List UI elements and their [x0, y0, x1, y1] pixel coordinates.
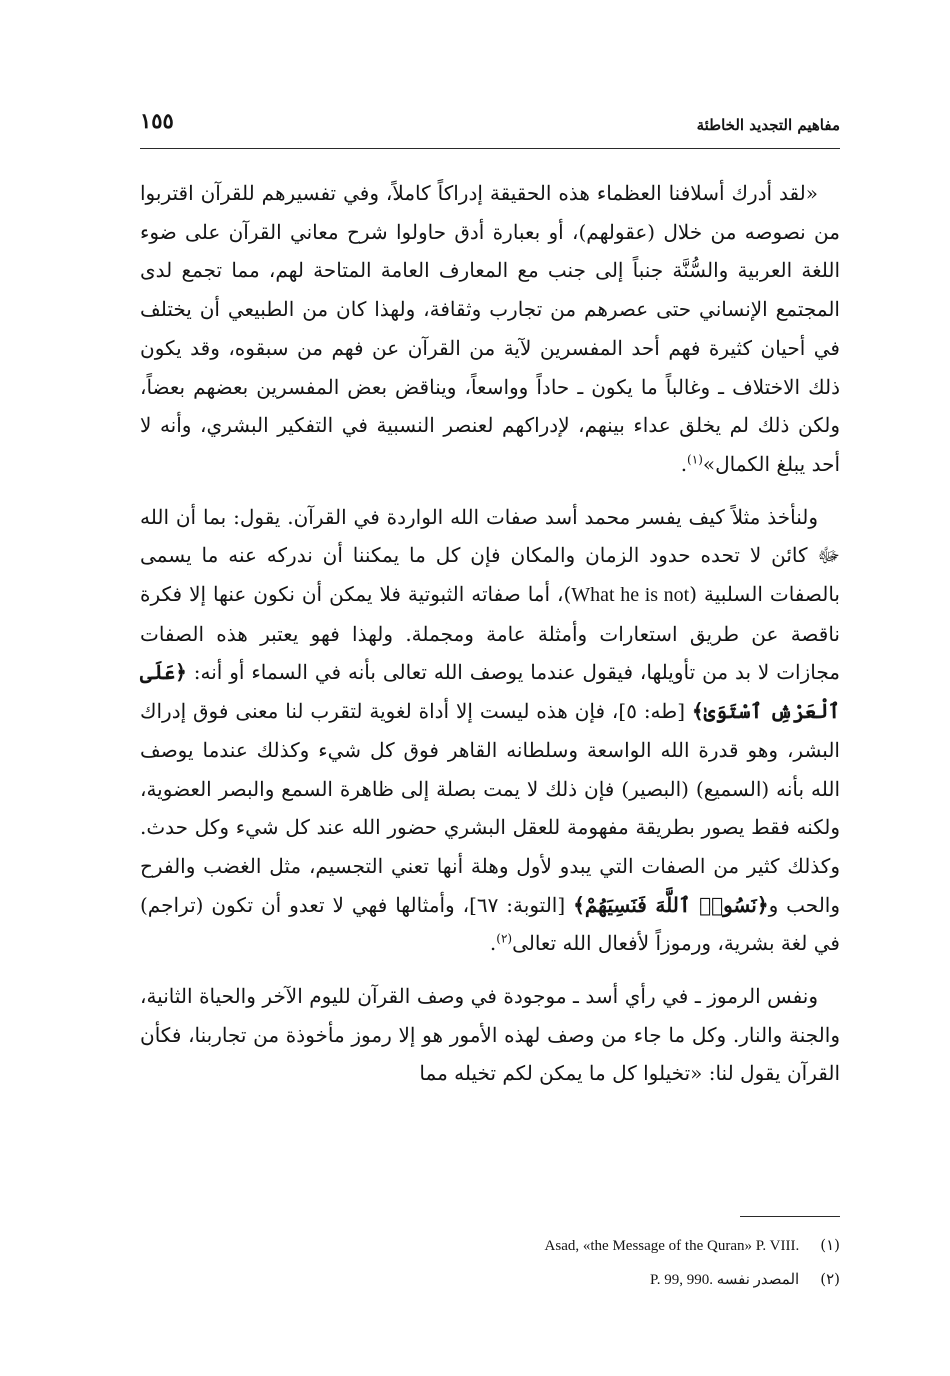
footnote-item — [140, 1264, 840, 1298]
footnote-number: (١) — [820, 1236, 840, 1254]
latin-phrase: What he is not — [571, 584, 690, 607]
quran-verse: ﴿عَلَى ٱلْعَرْشِ ٱسْتَوَىٰ﴾ — [140, 660, 840, 724]
footnote-rule — [740, 1216, 840, 1217]
footnote-number: (٢) — [820, 1270, 840, 1288]
quran-verse: ﴿نَسُوا۟ ٱللَّهَ فَنَسِيَهُمْ﴾ — [573, 892, 769, 917]
page-number: ١٥٥ — [140, 108, 174, 133]
paragraph-attributes — [140, 498, 840, 963]
page-header — [140, 106, 840, 146]
header-rule — [140, 148, 840, 149]
body-text — [140, 174, 840, 1093]
text-segment: ونفس الرموز ـ في رأي أسد ـ موجودة في وصف القرآن لليوم الآخر والحياة الثانية، والجنة والنار. وكل ما جاء من وصف لهذه الأمور هو إلا رموز مأخوذة من تجاربنا، فكأن القرآن يقول لنا: «تخيلوا كل ما يمكن لكم تخيله مما — [140, 984, 840, 1086]
text-segment: [طه: ٥]، فإن هذه ليست إلا أداة لغوية لتقرب لنا معنى فوق إدراك البشر، وهو قدرة الله الواسعة وسلطانه القاهر فوق كل شيء وكذلك عندما يوصف الله بأنه (السميع) (البصير) فإن ذلك لا يمت بصلة إلى ظاهرة السمع والبصر العضوية، ولكنه فقط يصور بطريقة مفهومة للعقل البشري حضور الله عند كل شيء وكل حدث. وكذلك كثير من الصفات التي يبدو لأول وهلة أنها تعني التجسيم، مثل الغضب والفرح والحب و — [140, 699, 841, 917]
running-title: مفاهيم التجديد الخاطئة — [696, 116, 840, 134]
paragraph-end: . — [489, 931, 497, 956]
paragraph-symbols — [140, 977, 840, 1093]
footnote-ref-1: (١) — [687, 452, 703, 467]
quote-text: «لقد أدرك أسلافنا العظماء هذه الحقيقة إدراكاً كاملاً، وفي تفسيرهم للقرآن اقتربوا من نصوصه من خلال (عقولهم)، أو بعبارة أدق حاولوا شرح معاني القرآن على ضوء اللغة العربية والسُّنَّة جنباً إلى جنب مع المعارف العامة المتاحة لهم، مما تجمع لدى المجتمع الإنساني حتى عصرهم من تجارب وثقافة، ولهذا كان من الطبيعي أن يختلف في أحيان كثيرة فهم أحد المفسرين لآية من القرآن عن فهم من سبقوه، وقد يكون ذلك الاختلاف ـ وغالباً ما يكون ـ حاداً وواسعاً، ويناقض بعض المفسرين بعضهم بعضاً، ولكن ذلك لم يخلق عداء بينهم، لإدراكهم لعنصر النسبية في التفكير البشري، وأنه لا أحد يبلغ الكمال» — [140, 181, 840, 476]
paragraph-asad-quote — [140, 174, 840, 484]
footnote-ref-2: (٢) — [496, 931, 513, 946]
footnote-text: Asad, «the Message of the Quran» P. VIII. — [544, 1238, 800, 1254]
text-segment: )، أما صفاته الثبوتية فلا يمكن أن نكون عنها إلا فكرة ناقصة عن طريق استعارات وأمثلة عامة ومجملة. ولهذا فهو يعتبر هذه الصفات مجازات لا بد من تأويلها، فيقول عندما يوصف الله تعالى بأنه في السماء أو أنه: — [140, 582, 840, 685]
text-segment: ولنأخذ مثلاً كيف يفسر محمد أسد صفات الله الواردة في القرآن. يقول: بما أن الله ﷻ كائن لا تحده حدود الزمان والمكان فإن كل ما يمكننا أن ندركه عنه ما يسمى بالصفات السلبية ( — [140, 504, 841, 607]
paragraph-end: . — [680, 451, 688, 476]
footnotes — [140, 1230, 840, 1298]
footnote-text: المصدر نفسه .P. 99, 990 — [650, 1272, 800, 1288]
footnote-item — [140, 1230, 840, 1264]
text-segment: [التوبة: ٦٧]، وأمثالها فهي لا تعدو أن تكون (تراجم) في لغة بشرية، ورموزاً لأفعال الله تعالى — [140, 892, 840, 956]
